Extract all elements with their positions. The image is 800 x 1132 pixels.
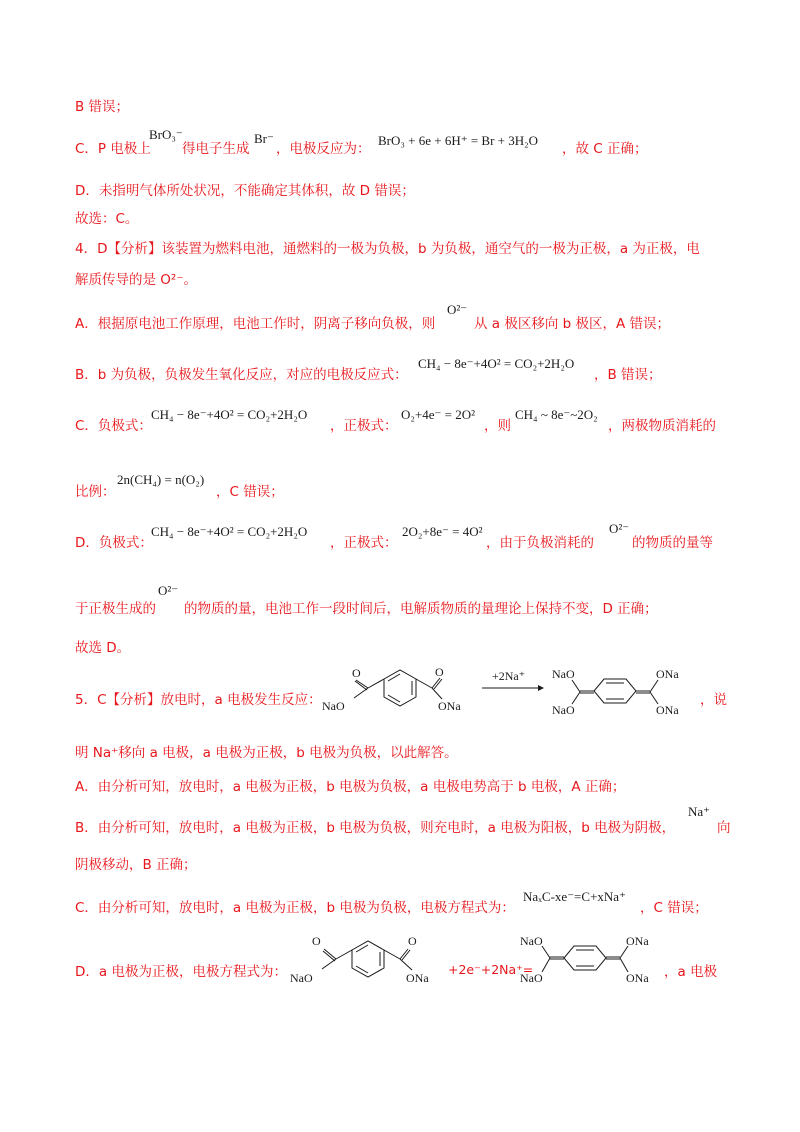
text-c-reaction: ，电极反应为： [276, 141, 371, 157]
formula-eq-c: BrO₃ + 6e + 6H⁺ = Br + 3H₂O [378, 133, 539, 148]
formula-c-neg: CH₄ − 8e⁻+4O² = CO₂+2H₂O [151, 407, 308, 422]
formula-o2-d: O²⁻ [609, 521, 630, 536]
text-q5-d: D．a 电极为正极，电极方程式为： [75, 964, 287, 980]
text-q4-d-amount: 的物质的量等 [632, 535, 713, 551]
text-q4-d-pos: ，正极式： [330, 535, 398, 551]
quinoid-product [548, 664, 698, 724]
text-q4-ratio: 比例： [75, 484, 116, 500]
text-q4-c-pos: ，正极式： [330, 418, 398, 434]
d-product-ona-top: ONa [626, 934, 649, 948]
d-reactant-ona: ONa [406, 971, 429, 985]
reactant-o-right: O [435, 665, 444, 679]
text-q5-c-end: ，C 错误； [640, 900, 708, 916]
text-c-correct: ，故 C 正确； [562, 141, 648, 157]
text-q4-d-end: 的物质的量，电池工作一段时间后，电解质物质的量理论上保持不变，D 正确； [184, 601, 658, 617]
quinoid-d [518, 930, 668, 992]
text-q4-b: B．b 为负极，负极发生氧化反应，对应的电极反应式： [75, 367, 408, 383]
formula-bro3: BrO₃⁻ [149, 127, 183, 142]
formula-d-neg: CH₄ − 8e⁻+4O² = CO₂+2H₂O [151, 524, 308, 539]
reactant-o-left: O [352, 666, 361, 680]
text-q4-c-consume: ，两极物质消耗的 [608, 418, 716, 434]
text-q5-explain: 明 Na⁺移向 a 电极，a 电极为正极，b 电极为负极，以此解答。 [75, 745, 458, 761]
text-q5-say: ，说 [700, 692, 727, 708]
text-q4-ratio-end: ，C 错误； [216, 484, 284, 500]
d-reactant-o-left: O [312, 934, 321, 948]
product-nao-top: NaO [552, 667, 575, 681]
reaction-arrow [480, 668, 546, 702]
formula-ratio: 2n(CH₄) = n(O₂) [117, 472, 205, 487]
formula-o2-a: O²⁻ [447, 302, 468, 317]
text-q4-c: C．负极式： [75, 418, 152, 434]
text-q4-b-end: ，B 错误； [594, 367, 662, 383]
text-c-prefix: C．P 电极上 [75, 141, 151, 157]
text-c-gain: 得电子生成 [182, 141, 250, 157]
product-ona-top: ONa [656, 667, 679, 681]
text-q5-a: A．由分析可知，放电时，a 电极为正极，b 电极为负极，a 电极电势高于 b 电极，A 正确； [75, 779, 626, 795]
text-q4-d-equal: 于正极生成的 [75, 601, 156, 617]
formula-br: Br⁻ [254, 131, 274, 146]
text-q5-d-end: ，a 电极 [664, 964, 718, 980]
d-product-nao-top: NaO [520, 934, 543, 948]
arrow-label: +2Na⁺ [492, 669, 526, 683]
formula-c-rel: CH₄ ~ 8e⁻~2O₂ [515, 407, 598, 422]
text-q5-analysis: 5．C【分析】放电时，a 电极发生反应： [75, 692, 322, 708]
formula-eq-b: CH₄ − 8e⁻+4O² = CO₂+2H₂O [418, 356, 575, 371]
formula-5c: NaₓC-xe⁻=C+xNa⁺ [523, 889, 626, 904]
formula-d-pos: 2O₂+8e⁻ = 4O² [402, 524, 483, 539]
text-q4-analysis: 4．D【分析】该装置为燃料电池，通燃料的一极为负极，b 为负极，通空气的一极为正极，a 为正极，电 [75, 241, 700, 257]
text-answer-d: 故选 D。 [75, 640, 131, 656]
formula-o2-d2: O²⁻ [158, 583, 179, 598]
terephthalate-reactant [318, 664, 480, 726]
text-answer-c: 故选：C。 [75, 211, 139, 227]
text-q5-b: B．由分析可知，放电时，a 电极为正极，b 电极为负极，则充电时，a 电极为阳极，b 电极为阴极， [75, 820, 676, 836]
reactant-ona: ONa [438, 699, 461, 713]
product-ona-bottom: ONa [656, 703, 679, 717]
reactant-nao: NaO [322, 699, 345, 713]
text-q4-electrolyte: 解质传导的是 O²⁻。 [75, 272, 197, 288]
text-b-wrong: B 错误； [75, 99, 130, 115]
text-q4-d: D．负极式： [75, 535, 153, 551]
d-reactant-o-right: O [408, 934, 417, 948]
text-q5-b-end: 阴极移动，B 正确； [75, 857, 197, 873]
text-q4-c-then: ，则 [484, 418, 511, 434]
text-d-wrong: D．未指明气体所处状况，不能确定其体积，故 D 错误； [75, 183, 415, 199]
text-q4-a-end: 从 a 极区移向 b 极区，A 错误； [474, 316, 671, 332]
d-product-nao-bottom: NaO [520, 971, 543, 985]
text-q4-d-since: ，由于负极消耗的 [486, 535, 594, 551]
d-reactant-nao: NaO [290, 971, 313, 985]
d-product-ona-bottom: ONa [626, 971, 649, 985]
text-q5-d-mid: +2e⁻+2Na⁺= [448, 962, 534, 977]
formula-na: Na⁺ [688, 804, 711, 819]
formula-c-pos: O₂+4e⁻ = 2O² [401, 407, 476, 422]
text-q5-c: C．由分析可知，放电时，a 电极为正极，b 电极为负极，电极方程式为： [75, 900, 515, 916]
product-nao-bottom: NaO [552, 703, 575, 717]
text-q5-b-dir: 向 [717, 820, 731, 836]
text-q4-a: A．根据原电池工作原理，电池工作时，阴离子移向负极，则 [75, 316, 436, 332]
terephthalate-d [288, 932, 448, 996]
